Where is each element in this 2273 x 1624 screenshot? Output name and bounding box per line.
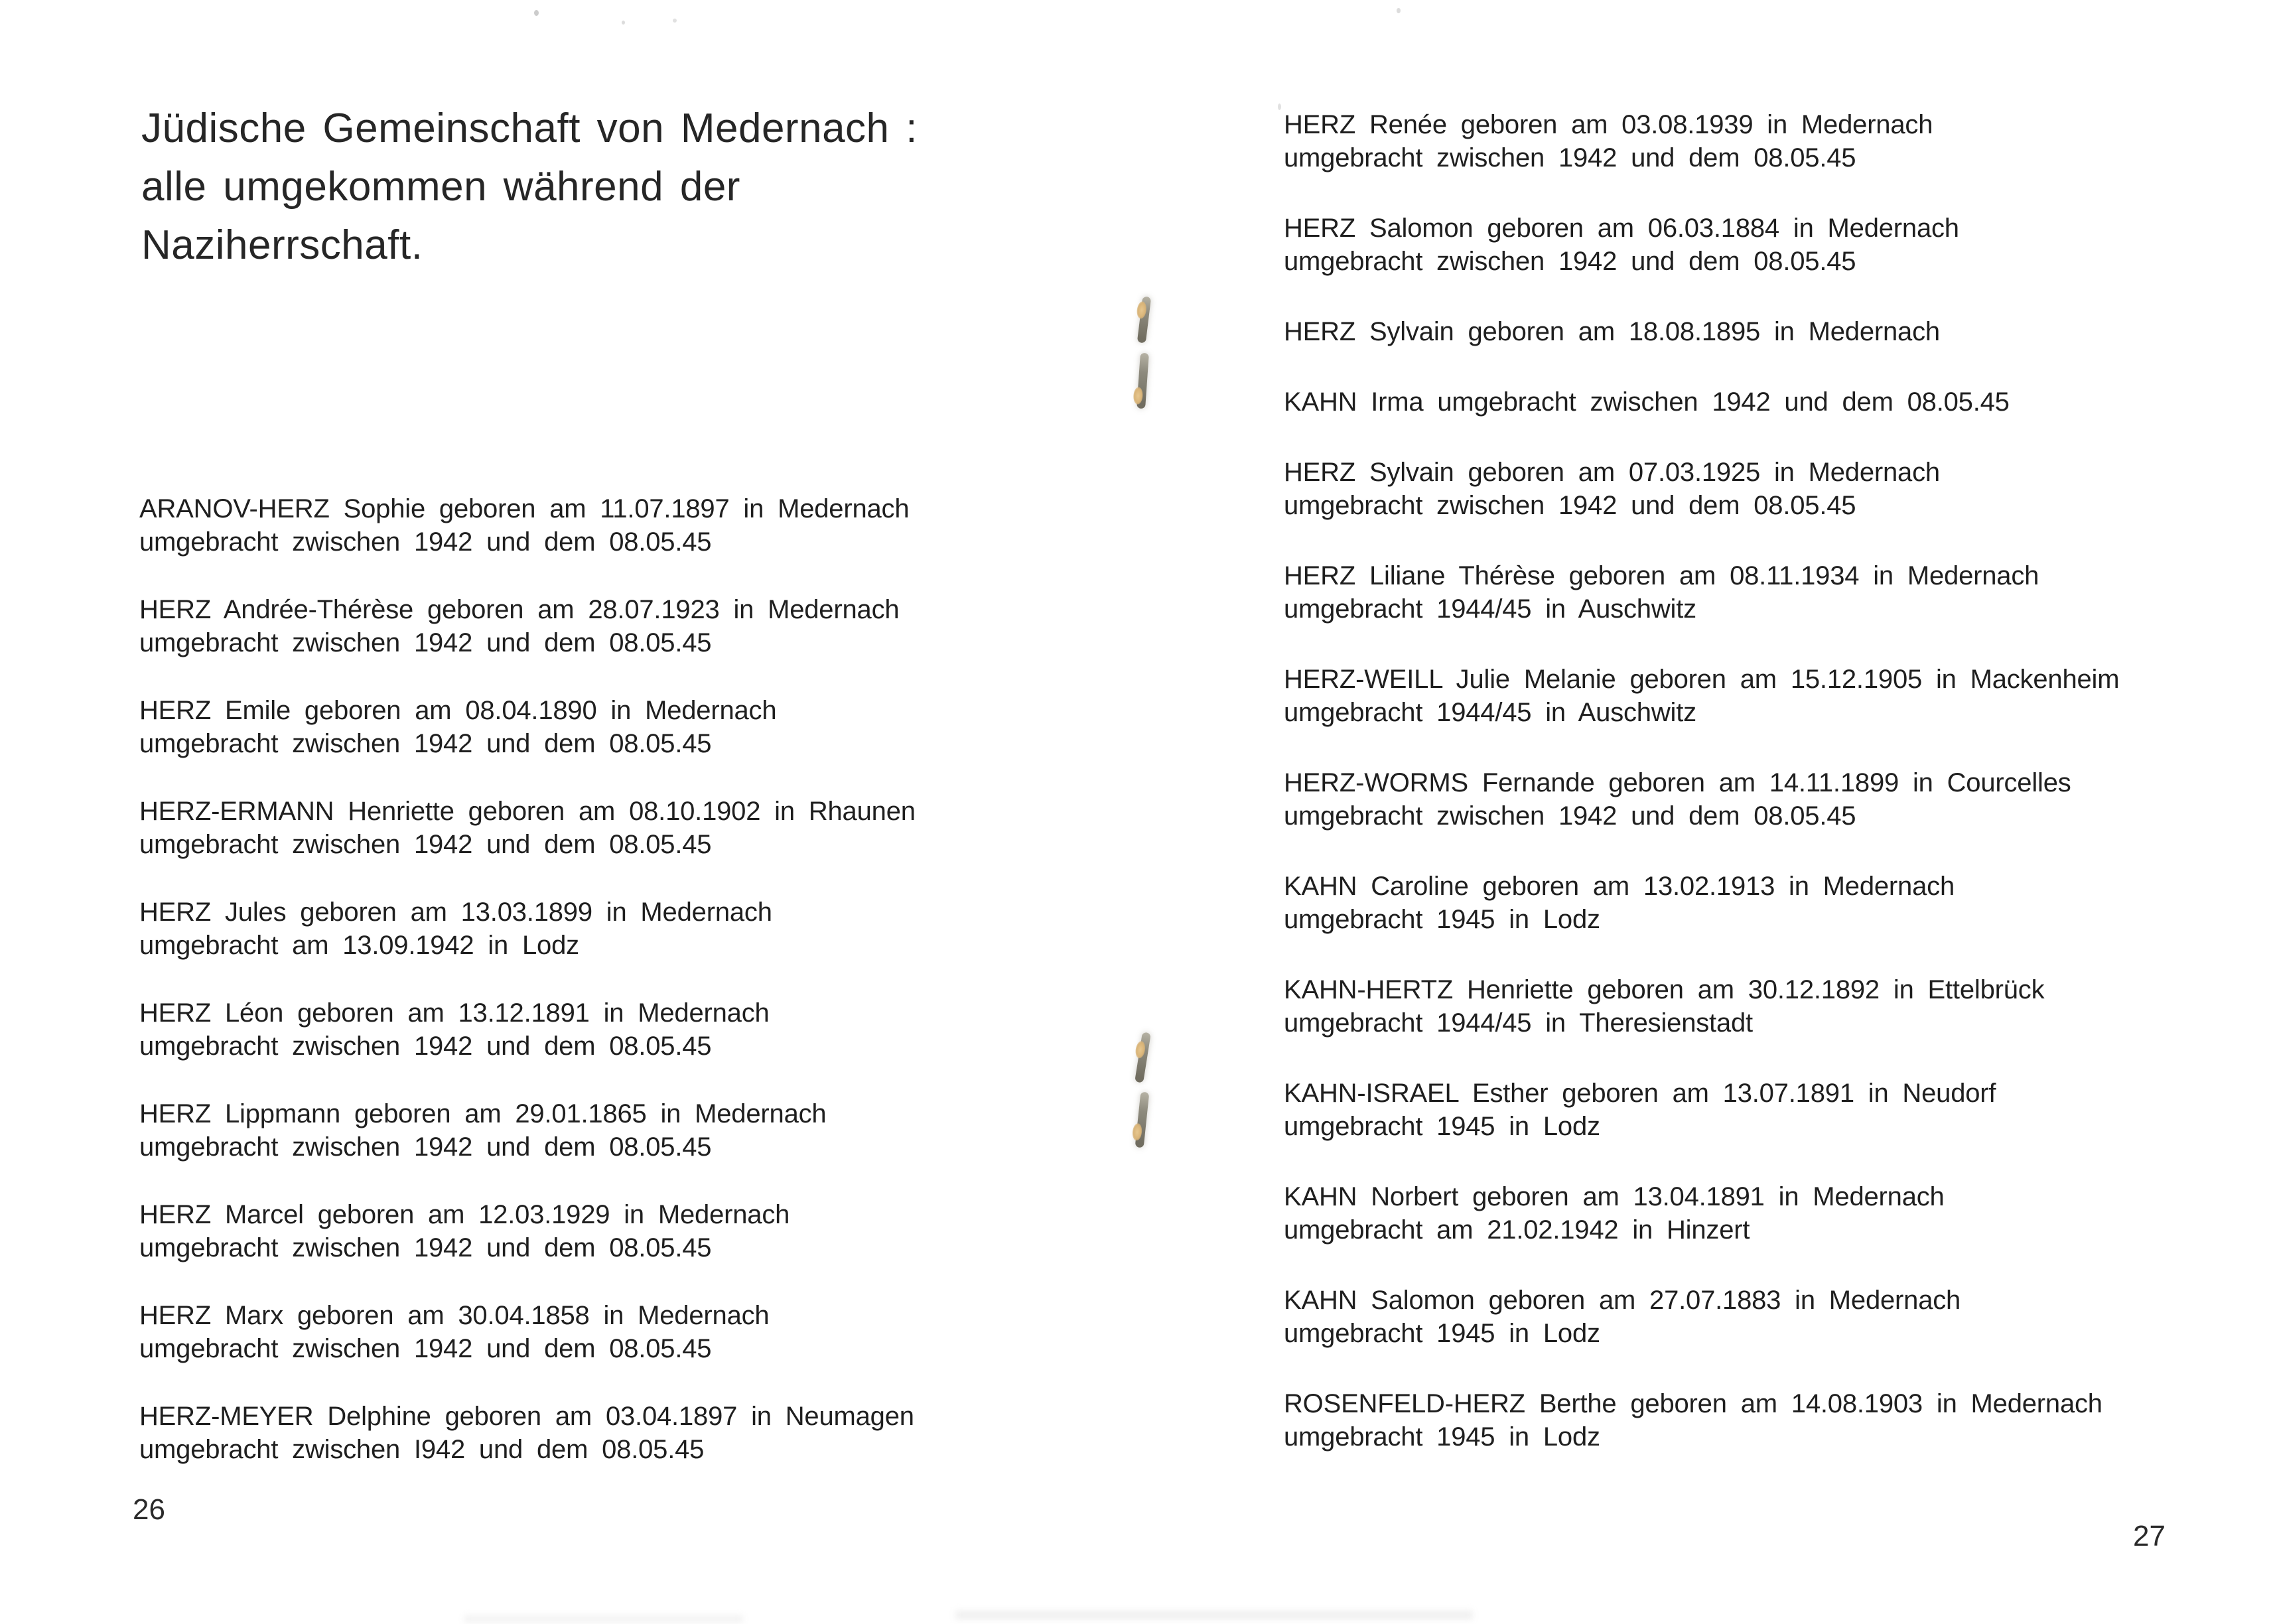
scan-speck [534, 10, 539, 16]
staple-mark [1137, 296, 1151, 343]
entry-line: umgebracht zwischen 1942 und dem 08.05.45 [1284, 247, 1856, 276]
entry-line: umgebracht am 21.02.1942 in Hinzert [1284, 1215, 1750, 1245]
victim-entry [1284, 663, 2273, 729]
victim-entry [1284, 1284, 2273, 1350]
victim-entry [1284, 1077, 2273, 1143]
entry-line: umgebracht zwischen 1942 und dem 08.05.45 [1284, 801, 1856, 831]
victim-entry [139, 1299, 1174, 1365]
victim-entry [1284, 385, 2273, 419]
entry-line: ARANOV-HERZ Sophie geboren am 11.07.1897 in Medernach [139, 494, 910, 523]
page-title [141, 100, 918, 275]
entry-line: HERZ Emile geboren am 08.04.1890 in Medernach [139, 696, 777, 725]
title-line: Jüdische Gemeinschaft von Medernach : [141, 105, 918, 151]
victim-entry [139, 694, 1174, 760]
victim-entry [139, 896, 1174, 962]
entry-line: HERZ Marcel geboren am 12.03.1929 in Medernach [139, 1200, 790, 1229]
title-line: alle umgekommen während der [141, 164, 740, 210]
victim-entry [139, 492, 1174, 559]
entry-line: umgebracht 1944/45 in Theresienstadt [1284, 1008, 1753, 1038]
victim-entry [1284, 766, 2273, 833]
entry-line: umgebracht zwischen 1942 und dem 08.05.45 [139, 1334, 712, 1363]
entry-line: umgebracht am 13.09.1942 in Lodz [139, 931, 579, 960]
victim-entry [1284, 456, 2273, 522]
victim-list-right [1284, 108, 2273, 1491]
entry-line: umgebracht zwischen 1942 und dem 08.05.45 [139, 1132, 712, 1162]
scan-edge-smudge [464, 1616, 743, 1622]
victim-entry [1284, 108, 2273, 174]
entry-line: KAHN-HERTZ Henriette geboren am 30.12.1892 in Ettelbrück [1284, 975, 2045, 1004]
entry-line: umgebracht 1944/45 in Auschwitz [1284, 698, 1696, 727]
entry-line: HERZ Lippmann geboren am 29.01.1865 in Medernach [139, 1099, 827, 1128]
victim-entry [1284, 870, 2273, 936]
entry-line: umgebracht zwischen 1942 und dem 08.05.45 [139, 527, 712, 557]
staple-mark [1136, 353, 1149, 409]
scan-speck [1278, 103, 1281, 110]
entry-line: umgebracht zwischen I942 und dem 08.05.45 [139, 1435, 705, 1464]
victim-entry [1284, 315, 2273, 348]
entry-line: umgebracht 1945 in Lodz [1284, 1112, 1600, 1141]
scan-speck [673, 19, 677, 23]
victim-list-left [139, 492, 1174, 1501]
entry-line: umgebracht zwischen 1942 und dem 08.05.45 [139, 1233, 712, 1262]
victim-entry [139, 593, 1174, 659]
scan-speck [1397, 8, 1401, 13]
entry-line: HERZ Léon geboren am 13.12.1891 in Medernach [139, 998, 770, 1028]
scan-edge-smudge [955, 1611, 1473, 1619]
title-line: Naziherrschaft. [141, 222, 423, 268]
entry-line: KAHN Caroline geboren am 13.02.1913 in Medernach [1284, 872, 1955, 901]
victim-entry [139, 1198, 1174, 1264]
victim-entry [139, 1400, 1174, 1466]
entry-line: umgebracht zwischen 1942 und dem 08.05.45 [139, 830, 712, 859]
entry-line: HERZ-ERMANN Henriette geboren am 08.10.1902 in Rhaunen [139, 797, 916, 826]
page-number: 27 [2133, 1520, 2166, 1552]
entry-line: KAHN Norbert geboren am 13.04.1891 in Medernach [1284, 1182, 1945, 1211]
entry-line: umgebracht zwischen 1942 und dem 08.05.45 [1284, 491, 1856, 520]
entry-line: ROSENFELD-HERZ Berthe geboren am 14.08.1903 in Medernach [1284, 1389, 2102, 1418]
entry-line: HERZ Salomon geboren am 06.03.1884 in Medernach [1284, 214, 1959, 243]
entry-line: KAHN Salomon geboren am 27.07.1883 in Medernach [1284, 1286, 1961, 1315]
victim-entry [1284, 1180, 2273, 1247]
entry-line: HERZ-WEILL Julie Melanie geboren am 15.12.1905 in Mackenheim [1284, 665, 2120, 694]
entry-line: HERZ-MEYER Delphine geboren am 03.04.1897 in Neumagen [139, 1402, 914, 1431]
entry-line: KAHN Irma umgebracht zwischen 1942 und dem 08.05.45 [1284, 387, 2010, 417]
entry-line: HERZ Sylvain geboren am 07.03.1925 in Medernach [1284, 458, 1940, 487]
entry-line: umgebracht zwischen 1942 und dem 08.05.45 [139, 729, 712, 758]
entry-line: umgebracht 1944/45 in Auschwitz [1284, 594, 1696, 624]
victim-entry [1284, 973, 2273, 1040]
page-number: 26 [133, 1493, 165, 1526]
entry-line: KAHN-ISRAEL Esther geboren am 13.07.1891 in Neudorf [1284, 1079, 1996, 1108]
victim-entry [1284, 559, 2273, 626]
entry-line: umgebracht zwischen 1942 und dem 08.05.45 [1284, 143, 1856, 172]
entry-line: HERZ Sylvain geboren am 18.08.1895 in Medernach [1284, 317, 1940, 346]
entry-line: umgebracht 1945 in Lodz [1284, 905, 1600, 934]
victim-entry [139, 1097, 1174, 1164]
entry-line: HERZ Renée geboren am 03.08.1939 in Medernach [1284, 110, 1933, 139]
entry-line: HERZ Marx geboren am 30.04.1858 in Medernach [139, 1301, 770, 1330]
victim-entry [139, 996, 1174, 1063]
entry-line: umgebracht zwischen 1942 und dem 08.05.45 [139, 628, 712, 657]
entry-line: umgebracht zwischen 1942 und dem 08.05.45 [139, 1032, 712, 1061]
entry-line: umgebracht 1945 in Lodz [1284, 1422, 1600, 1452]
scan-speck [622, 21, 625, 25]
victim-entry [139, 795, 1174, 861]
entry-line: HERZ Andrée-Thérèse geboren am 28.07.1923 in Medernach [139, 595, 900, 624]
victim-entry [1284, 212, 2273, 278]
entry-line: umgebracht 1945 in Lodz [1284, 1319, 1600, 1348]
entry-line: HERZ Liliane Thérèse geboren am 08.11.1934 in Medernach [1284, 561, 2039, 590]
entry-line: HERZ-WORMS Fernande geboren am 14.11.1899 in Courcelles [1284, 768, 2071, 797]
victim-entry [1284, 1387, 2273, 1454]
entry-line: HERZ Jules geboren am 13.03.1899 in Medernach [139, 898, 772, 927]
